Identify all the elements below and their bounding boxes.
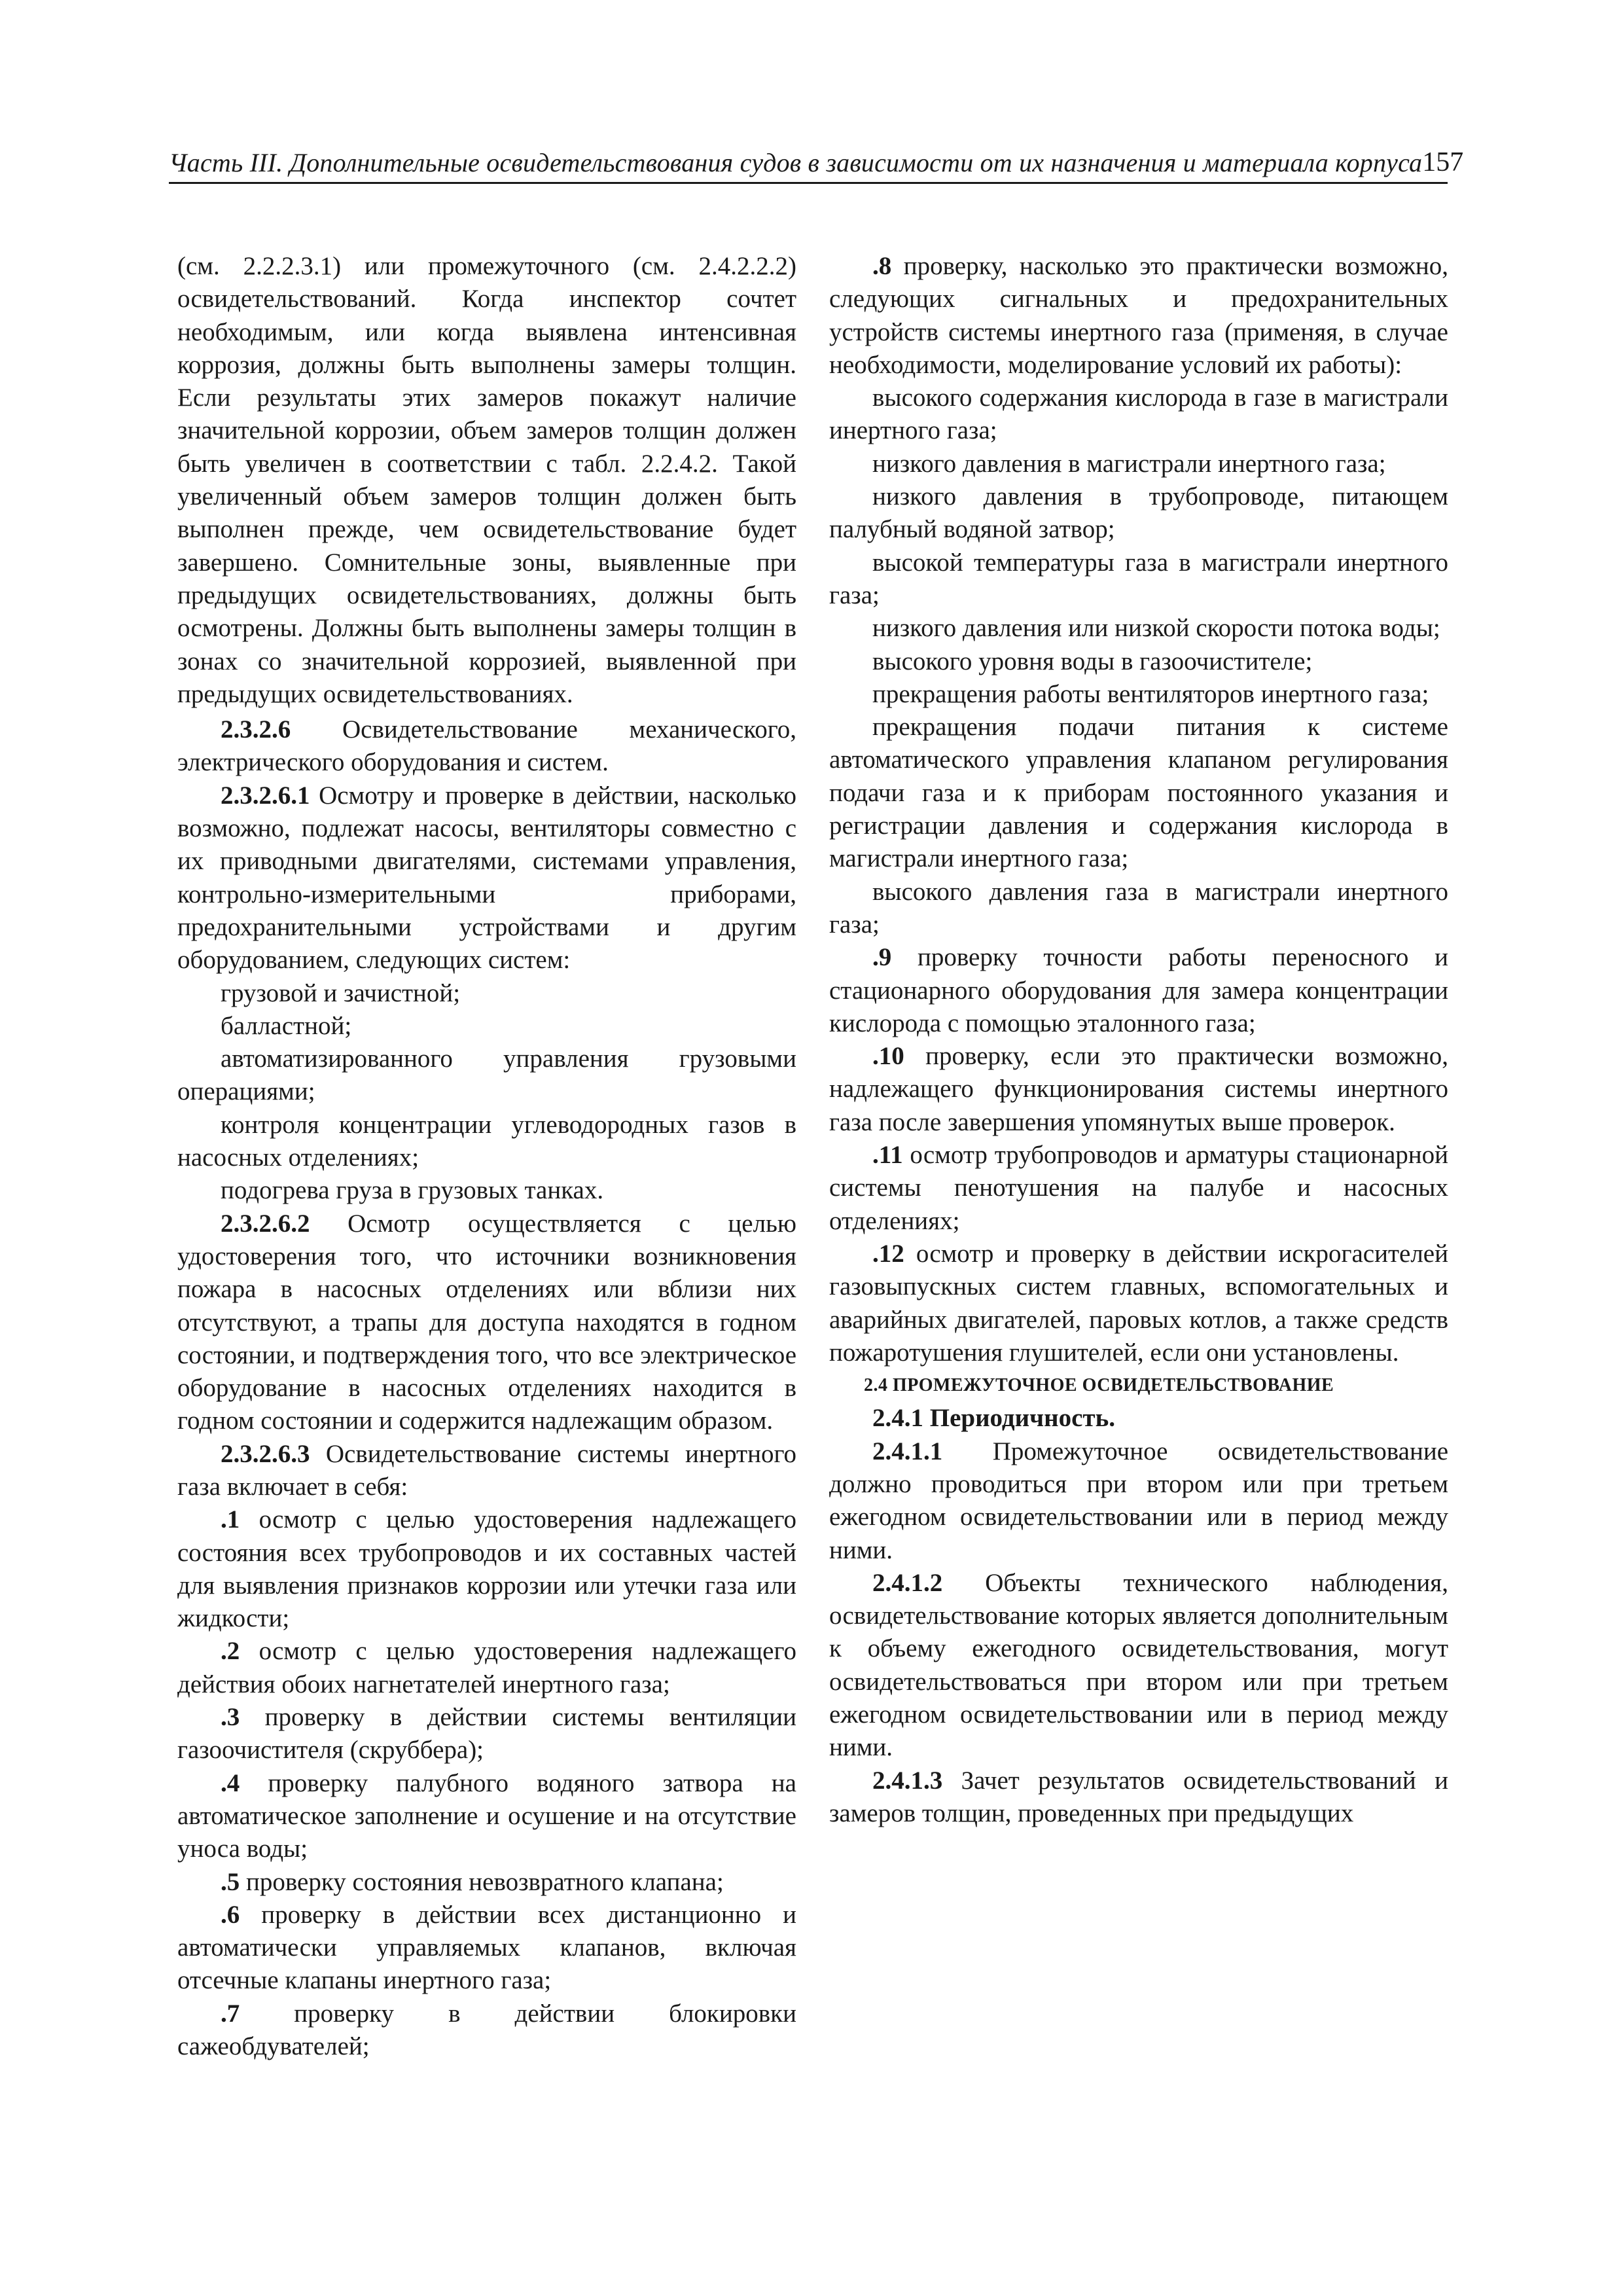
numbered-item: [829, 250, 1448, 382]
list-item: балластной;: [221, 1011, 352, 1040]
item-number: .9: [872, 943, 892, 972]
list-item: высокого уровня воды в газоочистителе;: [872, 647, 1313, 675]
list-item: низкого давления в трубопроводе, питающем палубный водяной затвор;: [829, 482, 1448, 544]
right-column: [829, 250, 1448, 1830]
numbered-item: [177, 1635, 796, 1701]
clause-text: Освидетельствование механического, электрического оборудования и систем.: [177, 715, 796, 777]
item-number: .3: [221, 1703, 240, 1732]
clause-2-3-2-6-1: [177, 780, 796, 977]
clause-number: 2.3.2.6.2: [221, 1209, 310, 1238]
list-item: подогрева груза в грузовых танках.: [221, 1176, 604, 1205]
item-number: .4: [221, 1768, 240, 1797]
numbered-item: [177, 1503, 796, 1635]
item-number: .10: [872, 1042, 904, 1071]
list-item: высокого содержания кислорода в газе в магистрали инертного газа;: [829, 384, 1448, 445]
clause-text: Осмотр осуществляется с целью удостоверения того, что источники возникновения пожара в насосных отделениях или вблизи них отсутствуют, а трапы для доступа находятся в годном состоянии, и подтверждения того, что все электрическое оборудование в насосных отделениях находится в годном состоянии и содержится надлежащим образом.: [177, 1209, 796, 1435]
item-number: .8: [872, 252, 892, 280]
list-item: низкого давления или низкой скорости потока воды;: [872, 614, 1440, 643]
clause-text: Осмотру и проверке в действии, насколько возможно, подлежат насосы, вентиляторы совместно с их приводными двигателями, системами управления, контрольно-измерительными приборами, предохранительными устройствами и другим оборудованием, следующих систем:: [177, 781, 796, 975]
numbered-item: [177, 1866, 796, 1899]
item-text: проверку точности работы переносного и стационарного оборудования для замера концентрации кислорода с помощью эталонного газа;: [829, 943, 1448, 1037]
item-text: проверку в действии блокировки сажеобдувателей;: [177, 1999, 796, 2061]
item-text: осмотр с целью удостоверения надлежащего состояния всех трубопроводов и их составных частей для выявления признаков коррозии или утечки газа или жидкости;: [177, 1505, 796, 1633]
running-header: [169, 139, 1464, 184]
item-text: проверку в действии системы вентиляции газоочистителя (скруббера);: [177, 1703, 796, 1765]
list-item: высокой температуры газа в магистрали инертного газа;: [829, 548, 1448, 609]
clause-number: 2.3.2.6.1: [221, 781, 310, 810]
clause-2-3-2-6-2: [177, 1208, 796, 1438]
list-item: автоматизированного управления грузовыми операциями;: [177, 1045, 796, 1106]
clause-number: 2.3.2.6: [221, 715, 291, 744]
clause-text: Промежуточное освидетельствование должно проводиться при втором или при третьем ежегодном освидетельствовании или в период между ними.: [829, 1437, 1448, 1564]
item-text: проверку в действии всех дистанционно и автоматически управляемых клапанов, включая отсечные клапаны инертного газа;: [177, 1900, 796, 1995]
numbered-item: [177, 1767, 796, 1866]
item-number: .12: [872, 1239, 904, 1268]
section-heading: 2.4 ПРОМЕЖУТОЧНОЕ ОСВИДЕТЕЛЬСТВОВАНИЕ: [864, 1375, 1334, 1396]
clause-2-3-2-6: [177, 713, 796, 780]
clause-text: Объекты технического наблюдения, освидетельствование которых является дополнительным к объему ежегодного освидетельствования, могут освидетельствоваться при втором или при третьем ежегодном освидетельствовании или в период между ними.: [829, 1568, 1448, 1762]
list-item: прекращения подачи питания к системе автоматического управления клапаном регулирования подачи газа и к приборам постоянного указания и регистрации давления и содержания кислорода в магистрали инертного газа;: [829, 713, 1448, 873]
item-text: осмотр с целью удостоверения надлежащего действия обоих нагнетателей инертного газа;: [177, 1637, 796, 1698]
left-column: [177, 250, 796, 2063]
subsection-heading: 2.4.1 Периодичность.: [872, 1404, 1115, 1433]
numbered-item: [177, 1701, 796, 1767]
numbered-item: [829, 1040, 1448, 1139]
item-text: проверку, если это практически возможно, надлежащего функционирования системы инертного газа после завершения упомянутых выше проверок.: [829, 1042, 1448, 1136]
clause-number: 2.4.1.2: [872, 1568, 943, 1597]
list-item: контроля концентрации углеводородных газов в насосных отделениях;: [177, 1110, 796, 1172]
item-text: осмотр трубопроводов и арматуры стационарной системы пенотушения на палубе и насосных отделениях;: [829, 1141, 1448, 1235]
clause-2-3-2-6-3: [177, 1438, 796, 1504]
item-text: проверку, насколько это практически возможно, следующих сигнальных и предохранительных устройств системы инертного газа (применяя, в случае необходимости, моделирование условий их работы):: [829, 252, 1448, 379]
numbered-item: [829, 1139, 1448, 1238]
item-number: .5: [221, 1867, 240, 1896]
clause-number: 2.3.2.6.3: [221, 1439, 310, 1468]
list-item: высокого давления газа в магистрали инертного газа;: [829, 877, 1448, 939]
list-item: прекращения работы вентиляторов инертного газа;: [872, 679, 1429, 708]
item-text: проверку состояния невозвратного клапана;: [240, 1867, 724, 1896]
item-text: проверку палубного водяного затвора на автоматическое заполнение и осушение и на отсутствие уноса воды;: [177, 1768, 796, 1863]
item-text: осмотр и проверку в действии искрогасителей газовыпускных систем главных, вспомогательных и аварийных двигателей, паровых котлов, а также средств пожаротушения глушителей, если они установлены.: [829, 1239, 1448, 1367]
clause-text: Освидетельствование системы инертного газа включает в себя:: [177, 1439, 796, 1501]
clause-number: 2.4.1.3: [872, 1766, 943, 1795]
clause-2-4-1-2: [829, 1567, 1448, 1765]
numbered-item: [177, 1998, 796, 2064]
list-item: низкого давления в магистрали инертного газа;: [872, 449, 1386, 478]
clause-text: Зачет результатов освидетельствований и замеров толщин, проведенных при предыдущих: [829, 1766, 1448, 1827]
list-item: грузовой и зачистной;: [221, 978, 461, 1007]
page-number: 157: [1422, 147, 1464, 177]
numbered-item: [177, 1899, 796, 1998]
paragraph: (см. 2.2.2.3.1) или промежуточного (см. 2.4.2.2.2) освидетельствований. Когда инспектор сочтет необходимым, или когда выявлена интенсивная коррозия, должны быть выполнены замеры толщин. Если результаты этих замеров покажут наличие значительной коррозии, объем замеров толщин должен быть увеличен в соответствии с табл. 2.2.4.2. Такой увеличенный объем замеров толщин должен быть выполнен прежде, чем освидетельствование будет завершено. Сомнительные зоны, выявленные при предыдущих освидетельствованиях, должны быть осмотрены. Должны быть выполнены замеры толщин в зонах со значительной коррозией, выявленной при предыдущих освидетельствованиях.: [177, 252, 796, 708]
clause-2-4-1-3: [829, 1765, 1448, 1831]
clause-number: 2.4.1.1: [872, 1437, 943, 1465]
item-number: .2: [221, 1637, 240, 1666]
clause-2-4-1-1: [829, 1435, 1448, 1567]
numbered-item: [829, 1238, 1448, 1369]
numbered-item: [829, 941, 1448, 1040]
item-number: .6: [221, 1900, 240, 1929]
header-title: Часть III. Дополнительные освидетельствования судов в зависимости от их назначения и материала корпуса: [169, 148, 1423, 177]
item-number: .1: [221, 1505, 240, 1534]
item-number: .7: [221, 1999, 240, 2028]
item-number: .11: [872, 1141, 903, 1170]
